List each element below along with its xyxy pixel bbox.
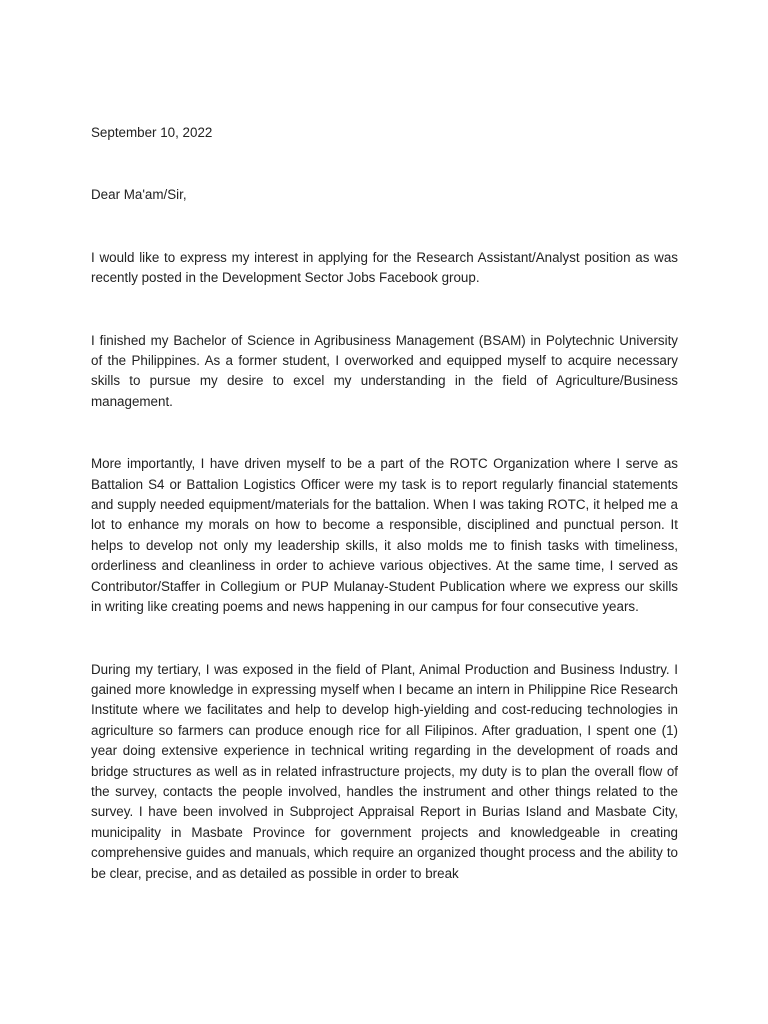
paragraph-interest: I would like to express my interest in applying for the Research Assistant/Analyst position as was recently posted in the Development Sector Jobs Facebook group. — [91, 249, 678, 286]
paragraph-experience: During my tertiary, I was exposed in the field of Plant, Animal Production and Business Industry. I gained more knowledge in expressing myself when I became an intern in Philippine Rice Research Institute where we facilitates and help to develop high-yielding and cost-reducing technologies in agriculture so farmers can produce enough rice for all Filipinos. After graduation, I spent one (1) year doing extensive experience in technical writing regarding in the development of roads and bridge structures as well as in related infrastructure projects, my duty is to plan the overall flow of the survey, contacts the people involved, handles the instrument and other things related to the survey. I have been involved in Subproject Appraisal Report in Burias Island and Masbate City, municipality in Masbate Province for government projects and knowledgeable in creating comprehensive guides and manuals, which require an organized thought process and the ability to be clear, precise, and as detailed as possible in order to break — [91, 661, 678, 881]
letter-salutation: Dear Ma'am/Sir, — [91, 187, 187, 203]
letter-date: September 10, 2022 — [91, 125, 213, 140]
paragraph-rotc: More importantly, I have driven myself to be a part of the ROTC Organization where I serve as Battalion S4 or Battalion Logistics Officer were my task is to report regularly financial statements and supply needed equipment/materials for the battalion. When I was taking ROTC, it helped me a lot to enhance my morals on how to become a responsible, disciplined and punctual person. It helps to develop not only my leadership skills, it also molds me to finish tasks with timeliness, orderliness and cleanliness in order to achieve various objectives. At the same time, I served as Contributor/Staffer in Collegium or PUP Mulanay-Student Publication where we express our skills in writing like creating poems and news happening in our campus for four consecutive years. — [91, 456, 678, 615]
paragraph-education: I finished my Bachelor of Science in Agribusiness Management (BSAM) in Polytechnic University of the Philippines. As a former student, I overworked and equipped myself to acquire necessary skills to pursue my desire to excel my understanding in the field of Agriculture/Business management. — [91, 332, 678, 409]
letter-body — [91, 123, 678, 884]
